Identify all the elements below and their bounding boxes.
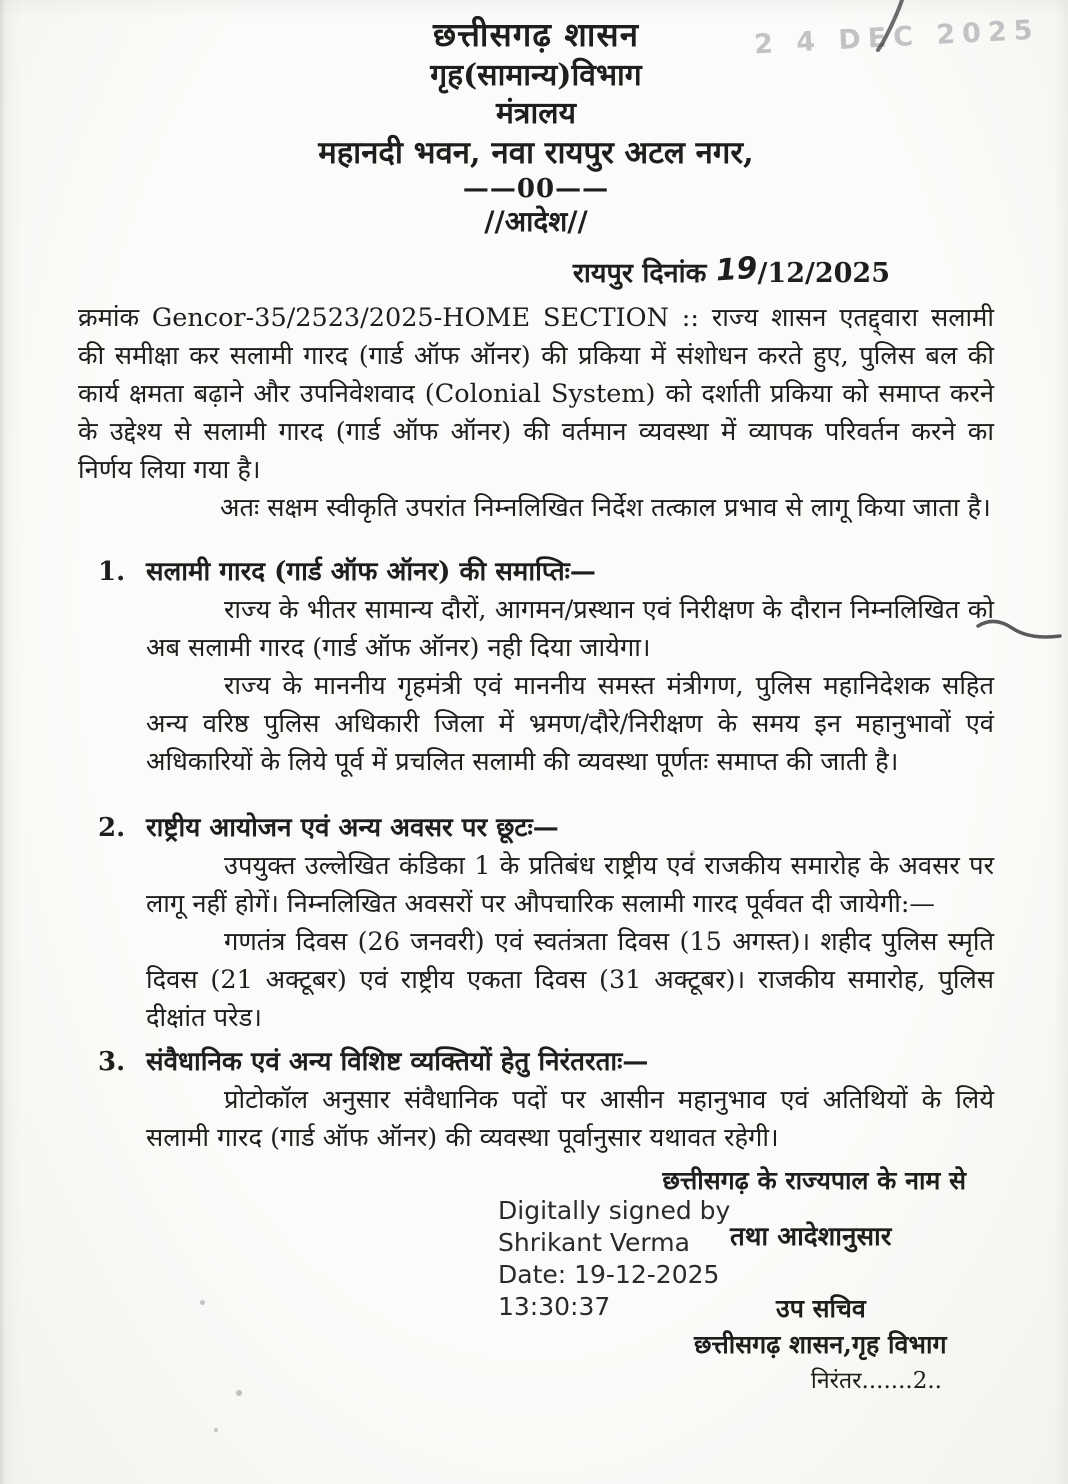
digital-signature-line-3: Date: 19-12-2025 — [498, 1260, 720, 1289]
and-by-order-line: तथा आदेशानुसार — [730, 1222, 892, 1252]
order-number-paragraph: क्रमांक Gencor-35/2523/2025-HOME SECTION :: राज्य शासन एतद्द्वारा सलामी की समीक्षा कर सलामी गारद (गार्ड ऑफ ऑनर) की प्रकिया में संशोधन करते हुए, पुलिस बल की कार्य क्षमता बढ़ाने और उपनिवेशवाद (Colonial System) को दर्शाती प्रकिया को समाप्त करने के उद्देश्य से सलामी गारद (गार्ड ऑफ ऑनर) की वर्तमान व्यवस्था में व्यापक परिवर्तन करने का निर्णय लिया गया है। — [78, 303, 994, 485]
section-3-heading: संवैधानिक एवं अन्य विशिष्ट व्यक्तियों हेतु निरंतरताः— — [146, 1047, 649, 1077]
continuation-note: निरंतर.......2.. — [810, 1368, 942, 1394]
section-2-para-2: गणतंत्र दिवस (26 जनवरी) एवं स्वतंत्रता दिवस (15 अगस्त)। शहीद पुलिस स्मृति दिवस (21 अक्टूबर) एवं राष्ट्रीय एकता दिवस (31 अक्टूबर)। राजकीय समारोह, पुलिस दीक्षांत परेड। — [146, 927, 994, 1033]
signatory-department: छत्तीसगढ़ शासन,गृह विभाग — [694, 1330, 947, 1359]
department-name: गृह(सामान्य)विभाग — [430, 58, 642, 93]
section-1-heading: सलामी गारद (गार्ड ऑफ ऑनर) की समाप्तिः— — [146, 557, 596, 587]
section-1-para-2: राज्य के माननीय गृहमंत्री एवं माननीय समस्त मंत्रीगण, पुलिस महानिदेशक सहित अन्य वरिष्ठ पुलिस अधिकारी जिला में भ्रमण/दौरे/निरीक्षण के समय इन महानुभावों एवं अधिकारियों के लिये पूर्व में प्रचलित सलामी की व्यवस्था पूर्णतः समाप्त की जाती है। — [146, 671, 994, 777]
digital-signature — [498, 1195, 730, 1323]
document-title: //आदेश// — [484, 205, 588, 238]
section-1-body — [146, 553, 994, 781]
government-name: छत्तीसगढ़ शासन — [432, 15, 640, 54]
digital-signature-line-4: 13:30:37 — [498, 1292, 611, 1321]
sanction-paragraph: अतः सक्षम स्वीकृति उपरांत निम्नलिखित निर्देश तत्काल प्रभाव से लागू किया जाता है। — [220, 493, 991, 523]
section-1-number: 1. — [98, 557, 126, 587]
signature-block — [78, 1163, 994, 1415]
section-2-para-1: उपयुक्त उल्लेखित कंडिका 1 के प्रतिबंध राष्ट्रीय एवं राजकीय समारोह के अवसर पर लागू नहीं होगें। निम्नलिखित अवसरों पर औपचारिक सलामी गारद पूर्ववत दी जायेगी:— — [146, 851, 994, 919]
section-1-para-1: राज्य के भीतर सामान्य दौरों, आगमन/प्रस्थान एवं निरीक्षण के दौरान निम्नलिखित को अब सलामी गारद (गार्ड ऑफ ऑनर) नही दिया जायेगा। — [146, 595, 994, 663]
letterhead — [78, 14, 994, 240]
handwritten-day: 19 — [714, 250, 759, 289]
header-divider: ——00—— — [462, 174, 610, 204]
office-address: महानदी भवन, नवा रायपुर अटल नगर, — [318, 135, 754, 171]
place-date-label: रायपुर दिनांक — [572, 258, 707, 289]
date-rest: /12/2025 — [757, 258, 890, 289]
on-behalf-line: छत्तीसगढ़ के राज्यपाल के नाम से — [662, 1166, 966, 1195]
section-2 — [78, 809, 994, 1037]
section-2-body — [146, 809, 994, 1037]
section-3-number: 3. — [98, 1047, 126, 1077]
section-2-heading: राष्ट्रीय आयोजन एवं अन्य अवसर पर छूटः— — [146, 813, 559, 843]
ministry-name: मंत्रालय — [495, 96, 576, 131]
place-date-line — [78, 250, 994, 291]
signatory-designation: उप सचिव — [776, 1294, 866, 1323]
section-2-number: 2. — [98, 813, 126, 843]
scan-speck — [214, 1428, 218, 1432]
digital-signature-line-2: Shrikant Verma — [498, 1228, 690, 1257]
section-1 — [78, 553, 994, 781]
section-3-para-1: प्रोटोकॉल अनुसार संवैधानिक पदों पर आसीन महानुभाव एवं अतिथियों के लिये सलामी गारद (गार्ड ऑफ ऑनर) की व्यवस्था पूर्वानुसार यथावत रहेगी। — [146, 1085, 994, 1153]
digital-signature-line-1: Digitally signed by — [498, 1196, 731, 1225]
section-3-body — [146, 1043, 994, 1157]
received-date-stamp: 2 4 DEC 2025 — [753, 14, 1041, 61]
section-3 — [78, 1043, 994, 1157]
